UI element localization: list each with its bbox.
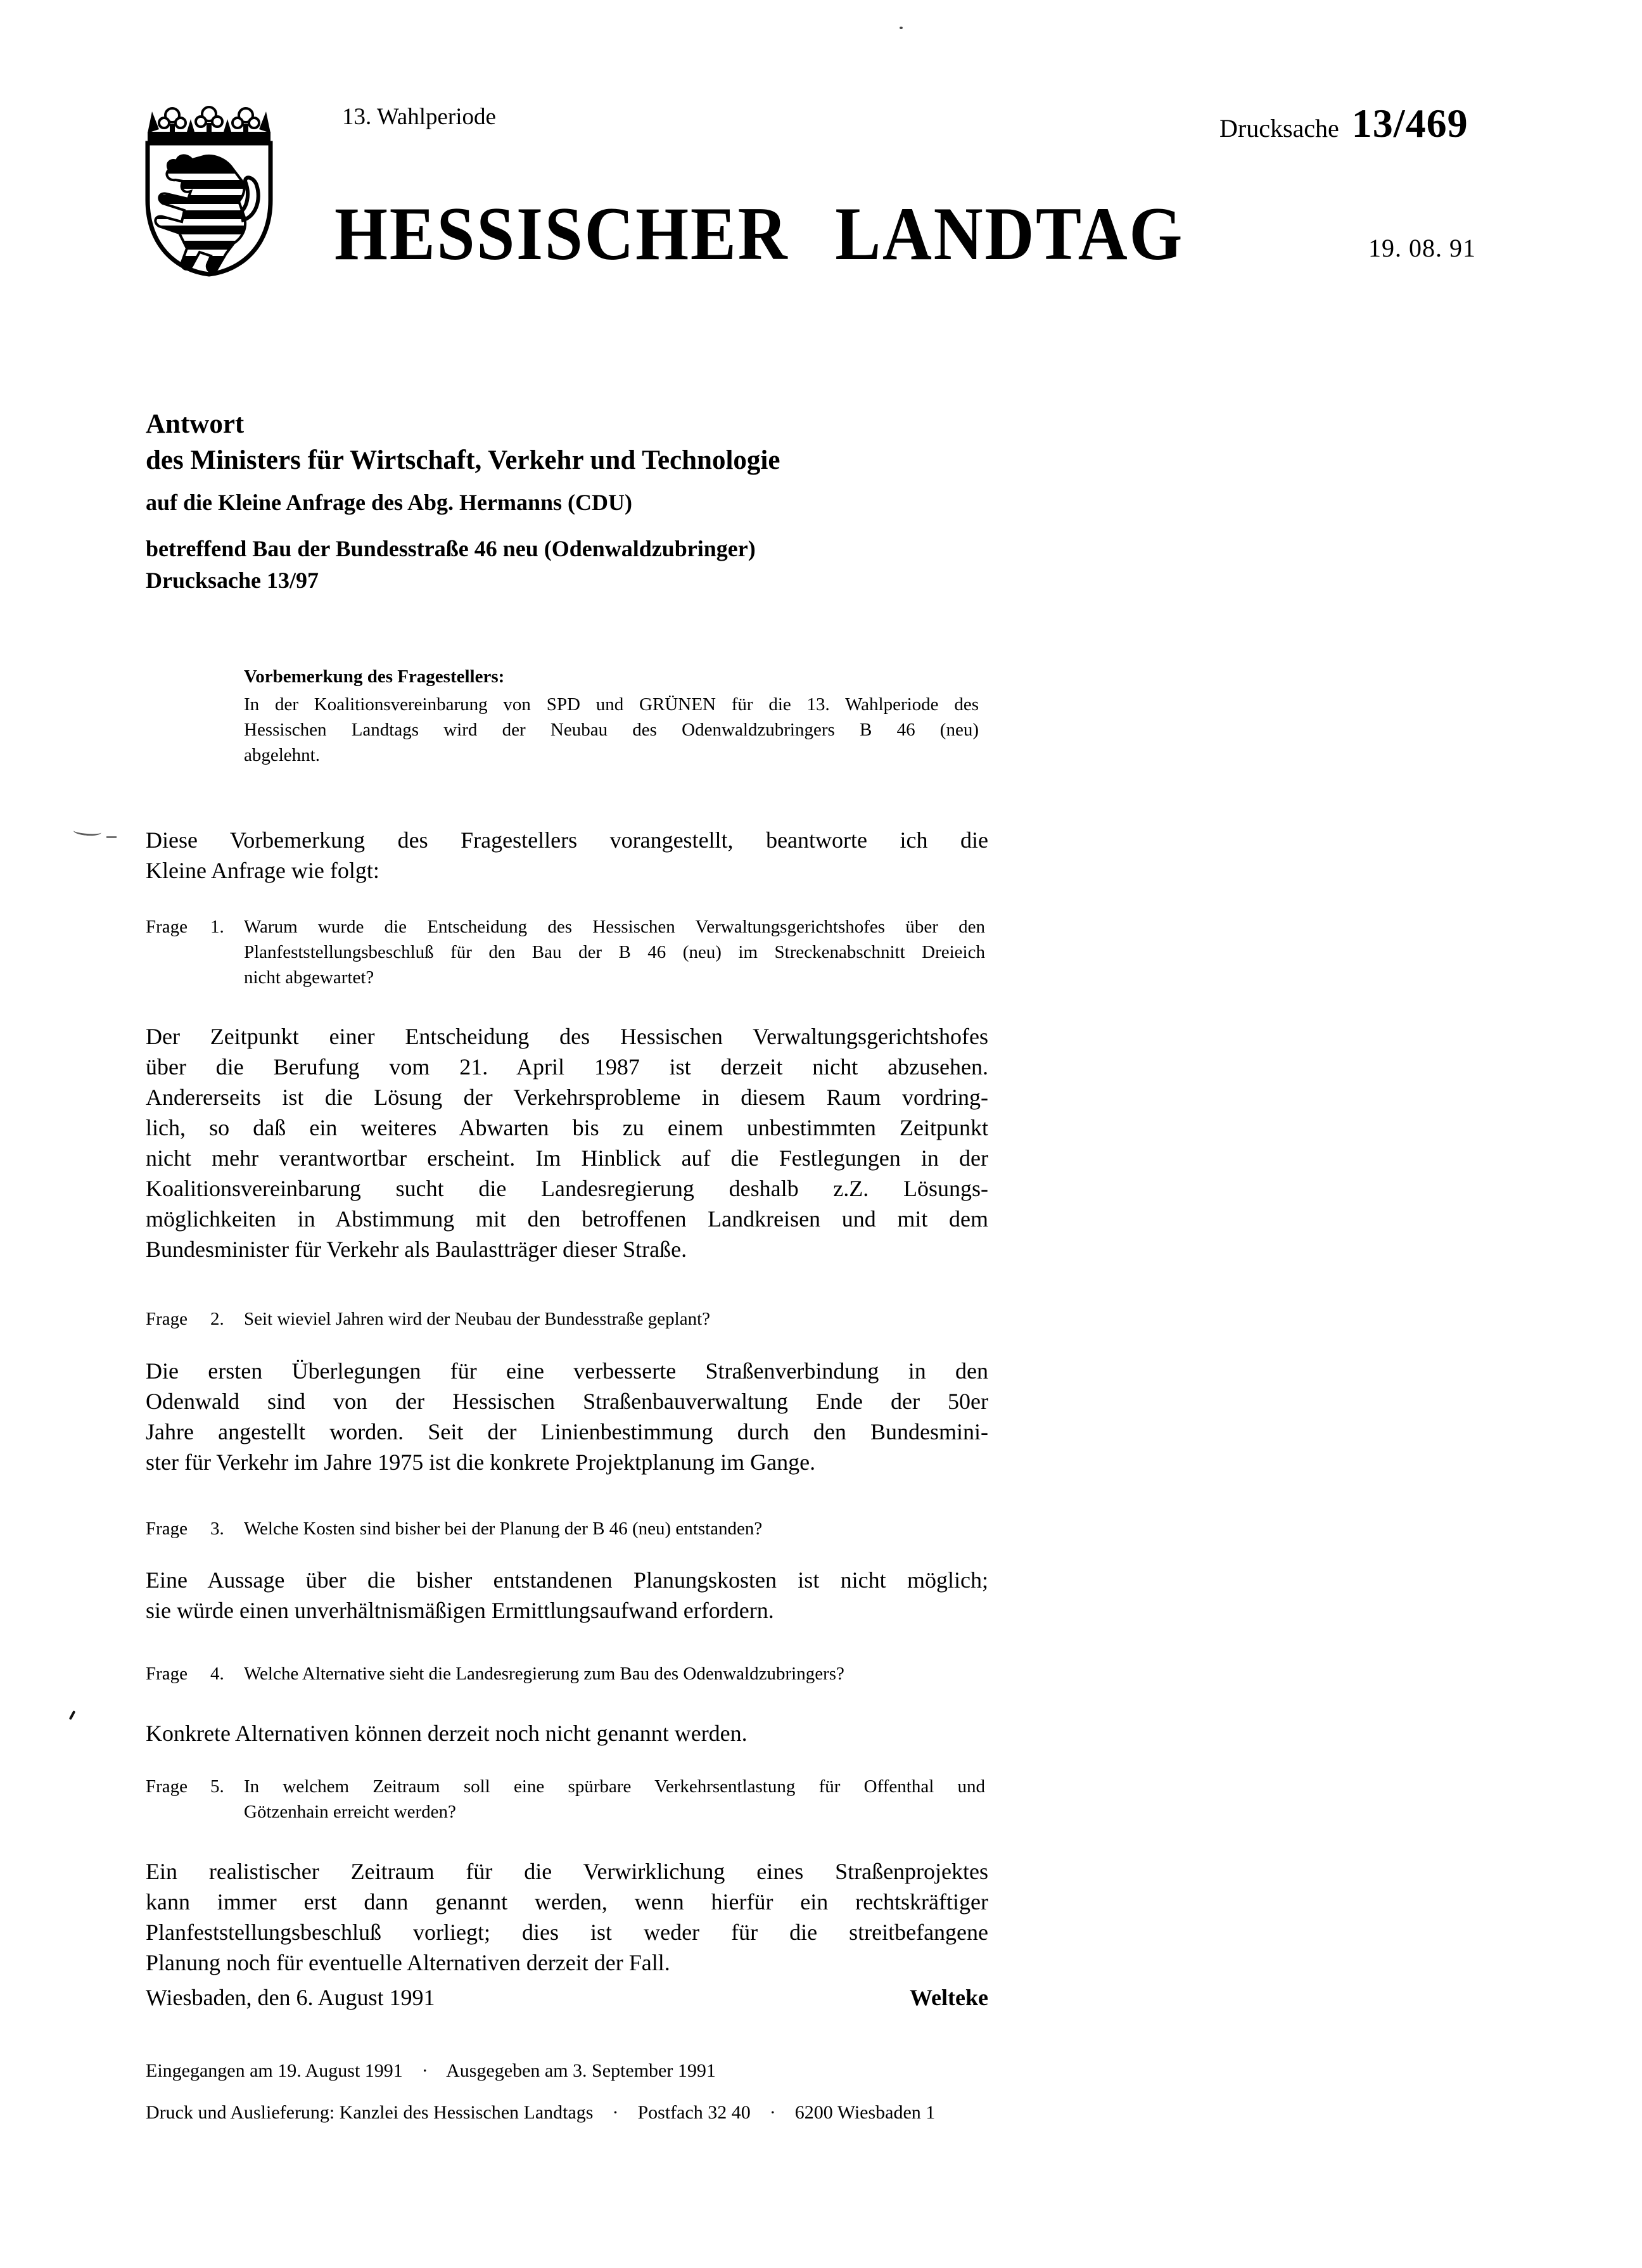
question-number: 1. — [210, 917, 224, 937]
question-label: Frage — [146, 917, 188, 937]
question-2 — [146, 1306, 988, 1332]
wahlperiode-label: 13. Wahlperiode — [342, 104, 496, 130]
betreffend-line: betreffend Bau der Bundesstraße 46 neu (Odenwaldzubringer) — [146, 536, 756, 561]
drucksache-ref: Drucksache 13/97 — [146, 568, 319, 593]
vorbemerkung-heading: Vorbemerkung des Fragestellers: — [244, 666, 505, 687]
anfrage-line: auf die Kleine Anfrage des Abg. Hermanns (CDU) — [146, 490, 632, 515]
vorbemerkung-text: In der Koalitionsvereinbarung von SPD und GRÜNEN für die 13. Wahlperiode des Hessischen Landtags wird der Neubau des Odenwaldzubringers B 46 (neu) abgelehnt. — [244, 694, 979, 765]
drucksache-number: 13/469 — [1351, 101, 1468, 146]
question-5 — [146, 1774, 988, 1825]
signature-name: Welteke — [910, 1985, 988, 2010]
drucksache-label: Drucksache — [1219, 114, 1339, 143]
signature-row — [146, 1984, 988, 2011]
signature-place-date: Wiesbaden, den 6. August 1991 — [146, 1985, 435, 2010]
footer-received-line: Eingegangen am 19. August 1991 · Ausgegeben am 3. September 1991 — [146, 2060, 716, 2081]
question-number: 3. — [210, 1519, 224, 1539]
scan-artifact-dash — [106, 831, 117, 838]
answer-2: Die ersten Überlegungen für eine verbesserte Straßenverbindung in den Odenwald sind von der Hessischen Straßenbauverwaltung Ende der 50er Jahre angestellt worden. Seit der Linienbestimmung durch den Bundesmini- ster für Verkehr im Jahre 1975 ist die konkrete Projektplanung im Gange. — [146, 1358, 988, 1475]
answer-1: Der Zeitpunkt einer Entscheidung des Hessischen Verwaltungsgerichtshofes über die Berufung vom 21. April 1987 ist derzeit nicht abzusehen. Andererseits ist die Lösung der Verkehrsprobleme in diesem Raum vordring- lich, so daß ein weiteres Abwarten bis zu einem unbestimmten Zeitpunkt nicht mehr verantwortbar erscheint. Im Hinblick auf die Festlegungen in der Koalitionsvereinbarung sucht die Landesregierung deshalb z.Z. Lösungs- möglichkeiten in Abstimmung mit den betroffenen Landkreisen und mit dem Bundesminister für Verkehr als Baulastträger dieser Straße. — [146, 1024, 988, 1262]
question-3 — [146, 1516, 988, 1541]
footer-print-line: Druck und Auslieferung: Kanzlei des Hessischen Landtags · Postfach 32 40 · 6200 Wiesbaden 1 — [146, 2102, 936, 2123]
scan-artifact-tick — [69, 1711, 76, 1720]
question-4 — [146, 1661, 988, 1686]
question-1 — [146, 914, 988, 990]
question-text: In welchem Zeitraum soll eine spürbare Verkehrsentlastung für Offenthal und Götzenhain erreicht werden? — [244, 1776, 985, 1822]
minister-line: des Ministers für Wirtschaft, Verkehr und Technologie — [146, 445, 780, 475]
answer-4: Konkrete Alternativen können derzeit noch nicht genannt werden. — [146, 1721, 748, 1746]
question-number: 2. — [210, 1309, 224, 1329]
document-date: 19. 08. 91 — [1368, 234, 1476, 262]
question-number: 5. — [210, 1776, 224, 1797]
question-label: Frage — [146, 1664, 188, 1684]
scan-artifact-dot — [900, 27, 903, 29]
hessen-coat-of-arms-icon — [136, 94, 282, 287]
answer-heading: Antwort — [146, 409, 245, 439]
question-text: Warum wurde die Entscheidung des Hessischen Verwaltungsgerichtshofes über den Planfeststellungsbeschluß für den Bau der B 46 (neu) im Streckenabschnitt Dreieich nicht abgewartet? — [244, 917, 985, 988]
vorbemerkung-block — [244, 664, 979, 768]
question-text: Welche Alternative sieht die Landesregierung zum Bau des Odenwaldzubringers? — [244, 1664, 844, 1684]
intro-paragraph: Diese Vorbemerkung des Fragestellers vorangestellt, beantworte ich die Kleine Anfrage wie folgt: — [146, 827, 988, 883]
question-number: 4. — [210, 1664, 224, 1684]
question-label: Frage — [146, 1309, 188, 1329]
question-label: Frage — [146, 1776, 188, 1797]
question-text: Seit wieviel Jahren wird der Neubau der Bundesstraße geplant? — [244, 1309, 711, 1329]
question-text: Welche Kosten sind bisher bei der Planung der B 46 (neu) entstanden? — [244, 1519, 763, 1539]
page-title: HESSISCHER LANDTAG — [334, 191, 1185, 276]
drucksache-header — [1219, 100, 1468, 147]
scan-artifact-tilde — [73, 826, 102, 836]
answer-3: Eine Aussage über die bisher entstandenen Planungskosten ist nicht möglich; sie würde einen unverhältnismäßigen Ermittlungsaufwand erfordern. — [146, 1567, 988, 1623]
question-label: Frage — [146, 1519, 188, 1539]
answer-5: Ein realistischer Zeitraum für die Verwirklichung eines Straßenprojektes kann immer erst dann genannt werden, wenn hierfür ein rechtskräftiger Planfeststellungsbeschluß vorliegt; dies ist weder für die streitbefangene Planung noch für eventuelle Alternativen derzeit der Fall. — [146, 1859, 988, 1975]
